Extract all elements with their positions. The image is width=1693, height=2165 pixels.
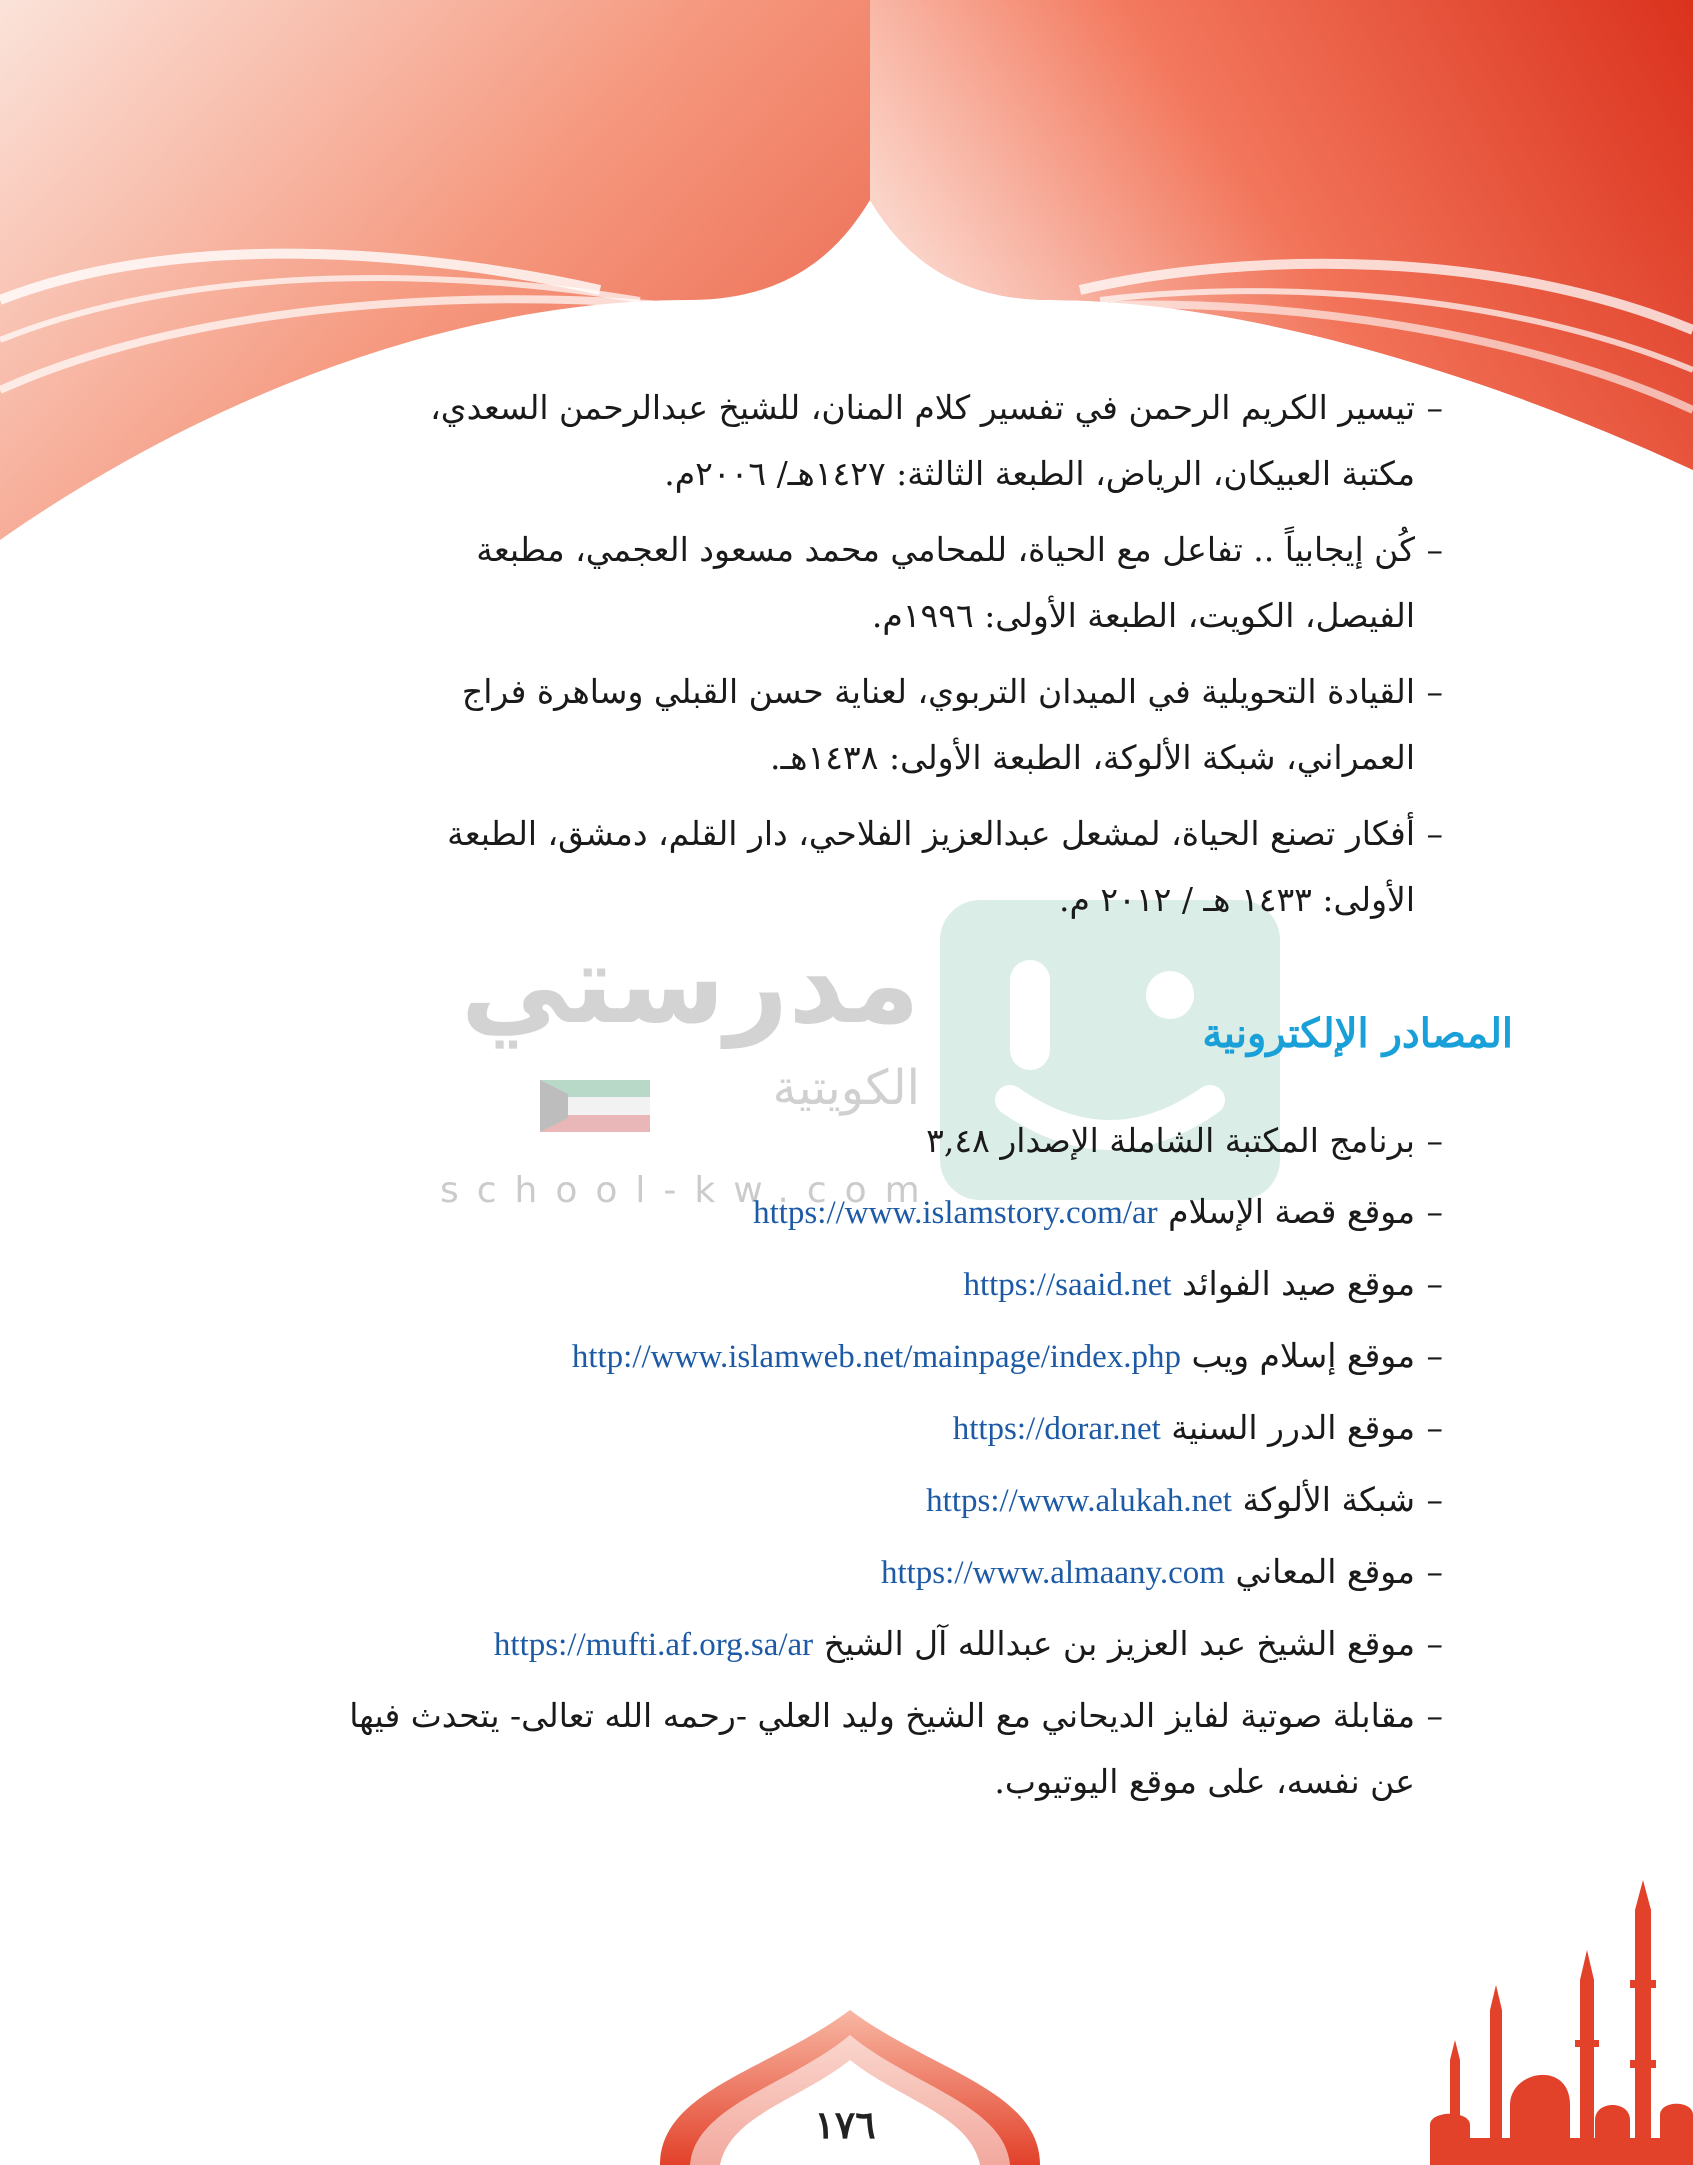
reference-item: – موقع صيد الفوائد https://saaid.net <box>323 1251 1443 1318</box>
reference-item: – القيادة التحويلية في الميدان التربوي، لعناية حسن القبلي وساهرة فراج العمراني، شبكة الألوكة، الطبعة الأولى: ١٤٣٨هـ. <box>363 659 1443 791</box>
reference-link[interactable]: https://www.islamstory.com/ar <box>753 1195 1158 1231</box>
reference-item: – برنامج المكتبة الشاملة الإصدار ٣,٤٨ <box>323 1108 1443 1174</box>
online-sources-heading: المصادر الإلكترونية <box>1202 1010 1513 1057</box>
reference-item: – موقع المعاني https://www.almaany.com <box>323 1539 1443 1606</box>
watermark-subtitle: الكويتية <box>772 1060 920 1116</box>
reference-item: – موقع قصة الإسلام https://www.islamstory.com/ar <box>323 1179 1443 1246</box>
mosque-silhouette-icon <box>1430 1870 1693 2165</box>
watermark-brand: مدرستي <box>460 920 920 1048</box>
online-references-list <box>323 1108 1443 1820</box>
reference-link[interactable]: http://www.islamweb.net/mainpage/index.php <box>571 1339 1181 1375</box>
watermark-domain: school-kw.com <box>440 1170 938 1211</box>
reference-item: – شبكة الألوكة https://www.alukah.net <box>323 1467 1443 1534</box>
reference-link[interactable]: https://saaid.net <box>963 1267 1172 1303</box>
reference-link[interactable]: https://mufti.af.org.sa/ar <box>493 1627 814 1663</box>
reference-link[interactable]: https://www.almaany.com <box>880 1555 1225 1591</box>
page-number: ١٧٦ <box>814 2102 876 2147</box>
reference-item: – موقع إسلام ويب http://www.islamweb.net/mainpage/index.php <box>323 1323 1443 1390</box>
print-references-list <box>363 375 1443 943</box>
reference-item: – كُن إيجابياً .. تفاعل مع الحياة، للمحامي محمد مسعود العجمي، مطبعة الفيصل، الكويت، الطبعة الأولى: ١٩٩٦م. <box>363 517 1443 649</box>
reference-item: – تيسير الكريم الرحمن في تفسير كلام المنان، للشيخ عبدالرحمن السعدي، مكتبة العبيكان، الرياض، الطبعة الثالثة: ١٤٢٧هـ/ ٢٠٠٦م. <box>363 375 1443 507</box>
reference-link[interactable]: https://dorar.net <box>952 1411 1161 1447</box>
reference-item: – مقابلة صوتية لفايز الديحاني مع الشيخ وليد العلي -رحمه الله تعالى- يتحدث فيها عن نفسه، على موقع اليوتيوب. <box>323 1683 1443 1815</box>
reference-item: – أفكار تصنع الحياة، لمشعل عبدالعزيز الفلاحي، دار القلم، دمشق، الطبعة الأولى: ١٤٣٣ هـ / ٢٠١٢ م. <box>363 801 1443 933</box>
reference-item: – موقع الشيخ عبد العزيز بن عبدالله آل الشيخ https://mufti.af.org.sa/ar <box>323 1611 1443 1678</box>
reference-link[interactable]: https://www.alukah.net <box>926 1483 1232 1519</box>
reference-item: – موقع الدرر السنية https://dorar.net <box>323 1395 1443 1462</box>
